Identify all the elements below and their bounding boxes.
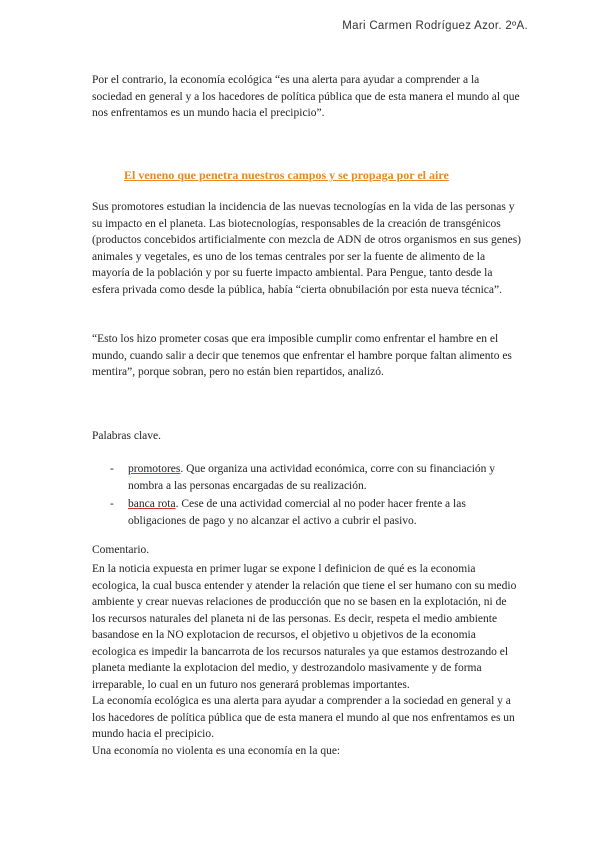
keywords-title: Palabras clave. bbox=[92, 430, 161, 442]
comment-paragraph: Una economía no violenta es una economía en la que: bbox=[92, 744, 341, 757]
keyword-definition: . Que organiza una actividad económica, corre con su financiación y nombra a las personas encargadas de su realización. bbox=[128, 463, 496, 492]
keyword-item bbox=[92, 461, 522, 494]
paragraph-quote: “Esto los hizo prometer cosas que era imposible cumplir como enfrentar el hambre en el mundo, cuando salir a decir que tenemos que enfrentar el hambre porque faltan alimento es mentira”, porque sobran, pero no están bien repartidos, analizó. bbox=[92, 333, 512, 378]
keyword-definition: . Cese de una actividad comercial al no poder hacer frente a las obligaciones de pago y no alcanzar el activo a cubrir el pasivo. bbox=[128, 498, 466, 527]
section-heading: El veneno que penetra nuestros campos y se propaga por el aire bbox=[124, 168, 449, 182]
comment-body bbox=[92, 561, 522, 759]
keywords-list bbox=[92, 461, 522, 531]
list-dash: - bbox=[110, 498, 114, 510]
keyword-term: promotores bbox=[128, 463, 181, 475]
keyword-term: banca rota bbox=[128, 498, 176, 510]
paragraph-technologies: Sus promotores estudian la incidencia de las nuevas tecnologías en la vida de las personas y su impacto en el planeta. Las biotecnologías, responsables de la creación de transgénicos (productos concebidos artificialmente con mezcla de ADN de otros organismos en sus genes) animales y vegetales, es uno de los temas centrales por ser la fuente de alimento de la mayoría de la población y por su fuerte impacto ambiental. Para Pengue, tanto desde la esfera privada como desde la pública, había “cierta obnubilación por esta nueva técnica”. bbox=[92, 201, 521, 296]
document-header-author: Mari Carmen Rodríguez Azor. 2ºA. bbox=[342, 20, 528, 32]
intro-paragraph: Por el contrario, la economía ecológica “es una alerta para ayudar a comprender a la sociedad en general y a los hacedores de política pública que de esta manera el mundo al que nos enfrentamos es un mundo hacia el precipicio”. bbox=[92, 74, 520, 119]
comment-title: Comentario. bbox=[92, 544, 150, 556]
list-dash: - bbox=[110, 463, 114, 475]
comment-paragraph: La economía ecológica es una alerta para ayudar a comprender a la sociedad en general y a los hacedores de política pública que de esta manera el mundo al que nos enfrentamos es un mundo hacia el precipicio. bbox=[92, 695, 515, 740]
keyword-item bbox=[92, 496, 522, 529]
comment-paragraph: En la noticia expuesta en primer lugar se expone l definicion de qué es la economia ecologica, la cual busca entender y atender la relación que tiene el ser humano con su medio ambiente y crear nuevas relaciones de producción que no se basen en la explotación, ni de los recursos naturales del planeta ni de las personas. Es decir, respeta el medio ambiente basandose en la NO explotacion de recursos, el objetivo u objetivos de la economia ecologica es impedir la bancarrota de los recursos naturales ya que estamos destrozando el planeta mediante la explotacion del medio, y destrozandolo masivamente y de forma irreparable, lo cual en un futuro nos generará problemas importantes. bbox=[92, 563, 517, 691]
